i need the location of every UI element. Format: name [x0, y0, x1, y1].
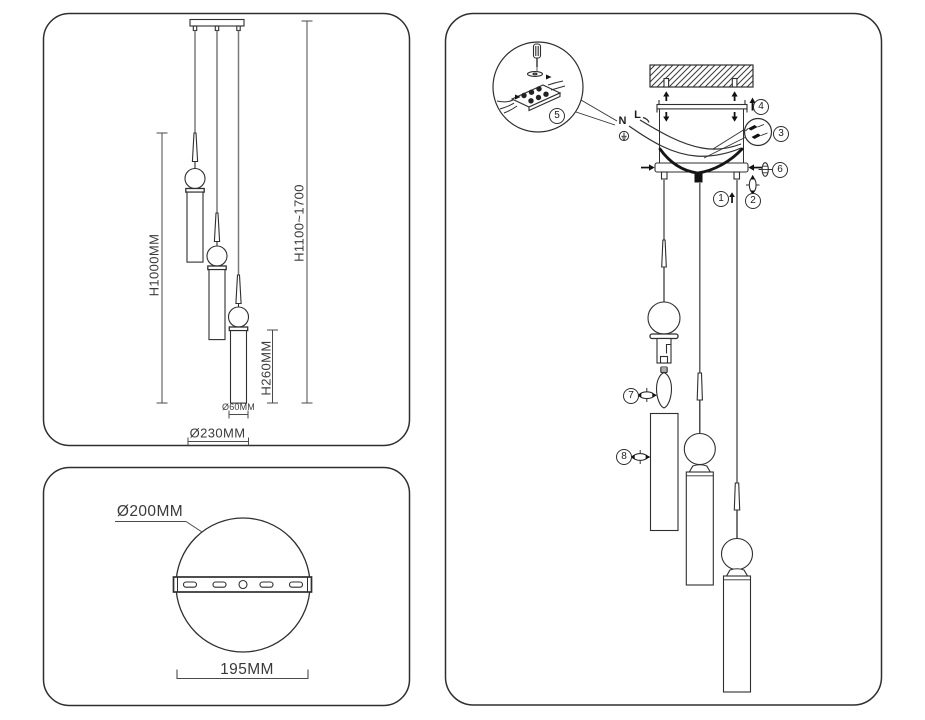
- lamp-shade: [651, 414, 679, 531]
- mounting-bracket: [657, 100, 747, 113]
- wire-n-label: N: [618, 115, 627, 127]
- callout-2: 2: [745, 193, 761, 209]
- canopy-top-view: [115, 518, 312, 679]
- panel-top-left-border: [44, 14, 410, 446]
- ceiling-plate: [190, 20, 244, 31]
- exploded-lamp: [648, 240, 680, 531]
- arrow-up-icon: [729, 192, 735, 203]
- pendant-lamp-1: [185, 133, 205, 262]
- mounting-bar: [174, 577, 312, 592]
- dim-d60-label: Ø60MM: [221, 401, 256, 412]
- d200-leader: [115, 522, 202, 533]
- dim-w195-label: 195MM: [220, 661, 274, 678]
- arrow-down-icon: [663, 112, 738, 122]
- dim-h260-label: H260MM: [258, 340, 273, 396]
- dim-h1000-label: H1000MM: [146, 233, 162, 297]
- installation-diagram: [493, 42, 772, 692]
- callout-1: 1: [713, 191, 729, 207]
- rotate-screw-icon: [637, 388, 657, 402]
- callout-3: 3: [773, 126, 789, 142]
- ceiling-hatch: [650, 65, 753, 87]
- washer-icon: [528, 72, 543, 77]
- dim-d200-label: Ø200MM: [116, 503, 184, 520]
- lamp-sphere: [648, 302, 680, 334]
- lamp-socket: [657, 339, 671, 364]
- rotate-screw-icon: [630, 450, 650, 464]
- middle-lamp: [684, 373, 715, 585]
- panel-borders: [44, 14, 882, 706]
- bulb: [657, 367, 672, 408]
- ground-icon: [619, 131, 628, 140]
- pendant-lamp-2: [207, 213, 227, 340]
- dim-hrange-label: H1100~1700: [291, 184, 307, 262]
- shade-holder-flange: [650, 334, 678, 339]
- pendant-dimension-drawing: [157, 20, 313, 446]
- right-lamp: [722, 483, 753, 692]
- callout-5: 5: [549, 108, 565, 124]
- knurled-nut-icon: [759, 163, 773, 177]
- cord-grip: [734, 172, 740, 179]
- callout-7: 7: [623, 388, 639, 404]
- pendant-lamp-3: [229, 275, 249, 403]
- callout-6: 6: [772, 162, 788, 178]
- wire-l-label: L: [634, 109, 641, 121]
- callout-8: 8: [616, 449, 632, 465]
- callout-4: 4: [753, 99, 769, 115]
- cord-grip: [662, 172, 668, 179]
- arrow-up-icon: [663, 91, 738, 101]
- dim-d230-label: Ø230MM: [189, 425, 246, 440]
